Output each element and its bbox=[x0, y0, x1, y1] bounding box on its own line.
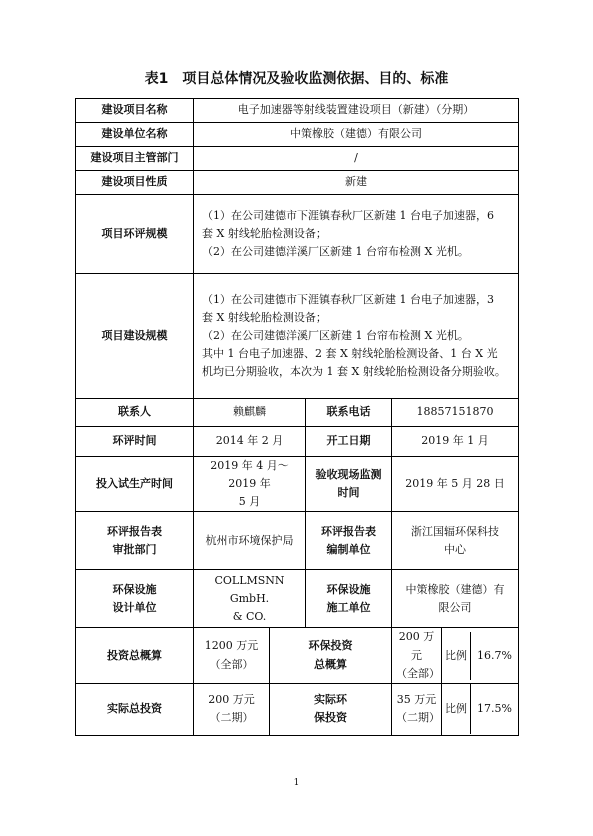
authority-label: 建设项目主管部门 bbox=[76, 147, 194, 171]
trial-label: 投入试生产时间 bbox=[76, 457, 194, 512]
ratio-cell bbox=[442, 628, 519, 683]
approval-dept-label-line: 审批部门 bbox=[112, 542, 157, 556]
ratio-value: 16.7% bbox=[477, 648, 512, 662]
table-row bbox=[76, 399, 519, 427]
report-unit-value bbox=[392, 512, 519, 570]
ratio-label: 比例 bbox=[442, 684, 471, 734]
actual-investment-value-line: 200 万元 bbox=[208, 693, 255, 707]
actual-investment-label: 实际总投资 bbox=[76, 683, 194, 735]
approval-dept-label bbox=[76, 512, 194, 570]
approval-dept-value: 杭州市环境保护局 bbox=[194, 512, 306, 570]
table-row bbox=[76, 427, 519, 457]
actual-env-investment-label-line: 保投资 bbox=[314, 711, 347, 725]
design-unit-value bbox=[194, 570, 306, 628]
build-scale-line: 套 X 射线轮胎检测设备； bbox=[202, 310, 327, 324]
page-number: 1 bbox=[293, 778, 300, 788]
actual-env-investment-value bbox=[392, 683, 442, 735]
trial-value-line: 2019 年 4 月～2019 年 bbox=[210, 459, 289, 491]
ratio-label: 比例 bbox=[442, 632, 471, 680]
phone-value: 18857151870 bbox=[392, 399, 519, 427]
phone-label: 联系电话 bbox=[306, 399, 392, 427]
design-unit-value-line: & CO. bbox=[232, 609, 267, 623]
design-unit-label-line: 环保设施 bbox=[112, 582, 157, 596]
actual-env-investment-value-line: （二期） bbox=[396, 711, 440, 725]
unit-name-label: 建设单位名称 bbox=[76, 123, 194, 147]
investment-total-label: 投资总概算 bbox=[76, 628, 194, 683]
build-scale-line: （2）在公司建德洋溪厂区新建 1 台帘布检测 X 光机。 bbox=[202, 328, 469, 342]
env-investment-value-line: （全部） bbox=[396, 666, 440, 680]
build-scale-line: 机均已分期验收，本次为 1 套 X 射线轮胎检测设备分期验收。 bbox=[202, 365, 506, 379]
actual-env-investment-value-line: 35 万元 bbox=[396, 693, 437, 707]
project-name-label: 建设项目名称 bbox=[76, 99, 194, 123]
build-scale-label: 项目建设规模 bbox=[76, 274, 194, 399]
actual-env-investment-label-line: 实际环 bbox=[314, 693, 347, 707]
build-scale-line: （1）在公司建德市下涯镇春秋厂区新建 1 台电子加速器，3 bbox=[202, 292, 494, 306]
report-unit-label bbox=[306, 512, 392, 570]
contact-label: 联系人 bbox=[76, 399, 194, 427]
authority-value: / bbox=[194, 147, 519, 171]
nature-value: 新建 bbox=[194, 171, 519, 195]
env-investment-label bbox=[270, 628, 392, 683]
eia-time-label: 环评时间 bbox=[76, 427, 194, 457]
construction-unit-value-line: 限公司 bbox=[438, 600, 472, 614]
env-investment-label-line: 总概算 bbox=[314, 657, 347, 671]
table-row bbox=[76, 570, 519, 628]
table-row bbox=[76, 195, 519, 274]
investment-total-value-line: 1200 万元 bbox=[204, 639, 259, 653]
construction-unit-label-line: 施工单位 bbox=[326, 600, 371, 614]
table-row bbox=[76, 147, 519, 171]
construction-unit-label-line: 环保设施 bbox=[326, 582, 371, 596]
investment-total-value bbox=[194, 628, 270, 683]
table-row bbox=[76, 683, 519, 735]
design-unit-label bbox=[76, 570, 194, 628]
table-row bbox=[76, 171, 519, 195]
design-unit-label-line: 设计单位 bbox=[112, 600, 157, 614]
build-scale-value bbox=[194, 274, 519, 399]
monitoring-time-label-line: 验收现场监测 bbox=[315, 468, 382, 482]
report-unit-label-line: 环评报告表 bbox=[321, 524, 376, 538]
start-date-label: 开工日期 bbox=[306, 427, 392, 457]
ratio-cell bbox=[442, 683, 519, 735]
eia-scale-label: 项目环评规模 bbox=[76, 195, 194, 274]
monitoring-time-label bbox=[306, 457, 392, 512]
eia-scale-line: （2）在公司建德洋溪厂区新建 1 台帘布检测 X 光机。 bbox=[202, 245, 469, 259]
unit-name-value: 中策橡胶（建德）有限公司 bbox=[194, 123, 519, 147]
table-row bbox=[76, 274, 519, 399]
env-investment-value-line: 200 万元 bbox=[398, 630, 435, 662]
project-overview-table bbox=[75, 98, 519, 736]
nature-label: 建设项目性质 bbox=[76, 171, 194, 195]
table-row bbox=[76, 512, 519, 570]
contact-value: 赖麒麟 bbox=[194, 399, 306, 427]
trial-value-line: 5 月 bbox=[238, 495, 261, 509]
report-unit-value-line: 中心 bbox=[444, 542, 467, 556]
table-title: 表1 项目总体情况及验收监测依据、目的、标准 bbox=[144, 71, 449, 87]
investment-total-value-line: （全部） bbox=[209, 657, 254, 671]
monitoring-time-value: 2019 年 5 月 28 日 bbox=[392, 457, 519, 512]
design-unit-value-line: COLLMSNN GmbH. bbox=[214, 573, 285, 605]
project-name-value: 电子加速器等射线装置建设项目（新建）（分期） bbox=[194, 99, 519, 123]
actual-investment-value bbox=[194, 683, 270, 735]
actual-env-investment-label bbox=[270, 683, 392, 735]
trial-value bbox=[194, 457, 306, 512]
table-row bbox=[76, 457, 519, 512]
eia-scale-value bbox=[194, 195, 519, 274]
report-unit-label-line: 编制单位 bbox=[326, 542, 371, 556]
table-row bbox=[76, 628, 519, 683]
table-row bbox=[76, 99, 519, 123]
report-unit-value-line: 浙江国辐环保科技 bbox=[411, 524, 500, 538]
construction-unit-value bbox=[392, 570, 519, 628]
construction-unit-label bbox=[306, 570, 392, 628]
start-date-value: 2019 年 1 月 bbox=[392, 427, 519, 457]
eia-scale-line: 套 X 射线轮胎检测设备； bbox=[202, 226, 327, 240]
construction-unit-value-line: 中策橡胶（建德）有 bbox=[405, 582, 505, 596]
approval-dept-label-line: 环评报告表 bbox=[107, 524, 162, 538]
actual-investment-value-line: （二期） bbox=[209, 711, 254, 725]
build-scale-line: 其中 1 台电子加速器、2 套 X 射线轮胎检测设备、1 台 X 光 bbox=[202, 347, 498, 361]
env-investment-label-line: 环保投资 bbox=[308, 639, 353, 653]
eia-time-value: 2014 年 2 月 bbox=[194, 427, 306, 457]
monitoring-time-label-line: 时间 bbox=[337, 486, 360, 500]
eia-scale-line: （1）在公司建德市下涯镇春秋厂区新建 1 台电子加速器，6 bbox=[202, 208, 494, 222]
ratio-value: 17.5% bbox=[477, 702, 512, 716]
env-investment-value bbox=[392, 628, 442, 683]
table-row bbox=[76, 123, 519, 147]
